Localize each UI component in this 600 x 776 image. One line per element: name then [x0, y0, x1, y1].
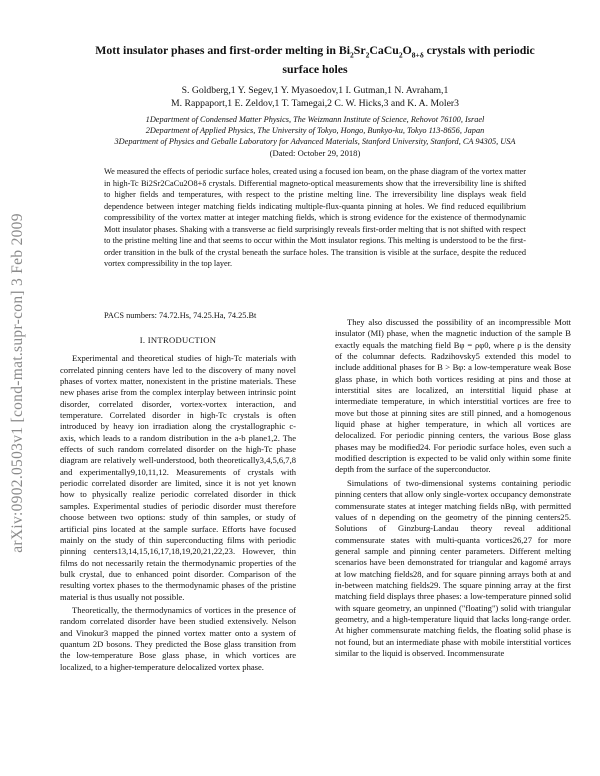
- title-line2: surface holes: [282, 62, 348, 77]
- paragraph: Experimental and theoretical studies of high-Tc materials with correlated pinning centers have led to the discovery of many novel phases of vortex matter, nonexistent in the pristine materials. These new phases arise from the complex interplay between intrinsic point disorder, correlated disorder, vortex-vortex interaction, and temperature. Correlated disorder in high-Tc crystals is often introduced by heavy ion irradiation along the crystallographic c-axis, which leads to a random distribution in the a-b plane1,2. The effects of such random correlated disorder on the high-Tc phase diagram are relatively well-understood, both theoretically3,4,5,6,7,8 and experimentally9,10,11,12. Measurements of crystals with periodic correlated disorder are limited, since it is not yet known how to physically realize periodic correlated disorder in thick samples. Experimental studies of periodic disorder must therefore choose between two options: study of thin samples, or study of artificial pins located at the sample surface. Efforts have focused mainly on the study of thin superconducting films with periodic pinning centers13,14,15,16,17,18,19,20,21,22,23. However, thin films do not necessarily retain the thermodynamic properties of the bulk crystal, due to enhanced point disorder. Comparison of the resulting vortex phases to the thermodynamic phases of the pristine material is thus usually not possible.: [60, 353, 296, 602]
- arxiv-stamp: [6, 168, 30, 598]
- abstract: We measured the effects of periodic surface holes, created using a focused ion beam, on the phase diagram of the vortex matter in high-Tc Bi2Sr2CaCu2O8+δ crystals. Differential magneto-optical measurements show that the irreversibility line is shifted to higher fields and temperatures, with respect to the pristine melting line. The irreversibility line displays weak field dependence between integer matching fields indicating multiple-flux-quanta pinning at holes. We find reduced equilibrium compressibility of the vortex matter at integer matching fields, which is strong evidence for the existence of thermodynamic Mott insulator phases. Shaking with a transverse ac field surprisingly reveals first-order melting that is not shifted with respect to the pristine melting line and that seems to occur within the Mott insulator regions. This melting is understood to be the first-order transition in the bulk of the crystal beneath the surface holes. The transition is visible at the surface, despite the reduced vortex compressibility in the top layer.: [104, 167, 526, 269]
- paragraph: They also discussed the possibility of an incompressible Mott insulator (MI) phase, when the magnetic induction of the sample B exactly equals the matching field Bφ = ρφ0, where ρ is the density of the columnar defects. Radzihovsky5 extended this model to include additional phases for B > Bφ: a low-temperature weak Bose glass phase, in which both vortices residing at pins and those at interstitial sites are localized, an interstitial liquid phase at intermediate temperature, in which interstitial vortices are free to move but those at pinning sites are still pinned, and a homogenous liquid phase at higher temperature, in which all vortices are delocalized. For periodic pinning centers, the various Bose glass phases may be modified24. For periodic surface holes, even such a modified description is expected to be valid only within some finite depth from the surface of the superconductor.: [335, 317, 571, 475]
- affiliation-2: 2Department of Applied Physics, The University of Tokyo, Hongo, Bunkyo-ku, Tokyo 113-8656, Japan: [145, 126, 485, 135]
- affiliation-3: 3Department of Physics and Geballe Laboratory for Advanced Materials, Stanford University, Stanford, CA 94305, USA: [114, 137, 516, 146]
- paragraph: Theoretically, the thermodynamics of vortices in the presence of random correlated disorder have been studied extensively. Nelson and Vinokur3 mapped the pinned vortex matter onto a system of quantum 2D bosons. They predicted the Bose glass transition from the low-temperature Bose glass phase, in which vortices are localized, to a higher-temperature delocalized vortex phase.: [60, 604, 296, 672]
- paper-title: Mott insulator phases and first-order melting in $Bi_2Sr_2CaCu_2O_{8+\delta}$ crystals with periodic surface holes: [95, 43, 535, 77]
- section-heading: I. INTRODUCTION: [139, 335, 217, 345]
- authors-line1: S. Goldberg,1 Y. Segev,1 Y. Myasoedov,1 I. Gutman,1 N. Avraham,1: [181, 85, 449, 96]
- right-column: [335, 317, 571, 659]
- title-line1: Mott insulator phases and first-order melting in Bi: [95, 43, 351, 57]
- left-column: [60, 335, 296, 673]
- arxiv-id: arXiv:0902.0503v1 [cond-mat.supr-con] 3 Feb 2009: [9, 213, 26, 553]
- dated-line: (Dated: October 29, 2018): [269, 148, 361, 158]
- paragraph: Simulations of two-dimensional systems containing periodic pinning centers that allow only single-vortex occupancy demonstrate commensurate states at integer matching fields nBφ, with permitted values of n depending on the geometry of the pinning centers25. Solutions of Ginzburg-Landau theory reveal additional commensurate states with multi-quanta vortices26,27 for more general sample and pinning center parameters. Different melting scenarios have been demonstrated for triangular and kagomé arrays at low matching fields28, and for square pinning arrays both at and in-between matching fields29. The square pinning array at the first matching field displays three phases: a low-temperature pinned solid with square geometry, an unpinned ("floating") solid with triangular geometry, and a high-temperature liquid that lacks long-range order. At higher commensurate matching fields, the floating solid phase is not found, but an intermediate phase with mobile interstitial vortices similar to the liquid is observed. Incommensurate: [335, 477, 571, 658]
- affiliations: [60, 114, 570, 147]
- affiliation-1: 1Department of Condensed Matter Physics, The Weizmann Institute of Science, Rehovot 76100, Israel: [145, 115, 485, 124]
- authors-line2: M. Rappaport,1 E. Zeldov,1 T. Tamegai,2 C. W. Hicks,3 and K. A. Moler3: [171, 98, 459, 109]
- author-list: [60, 84, 570, 110]
- pacs-numbers: PACS numbers: 74.72.Hs, 74.25.Ha, 74.25.Bt: [104, 311, 257, 320]
